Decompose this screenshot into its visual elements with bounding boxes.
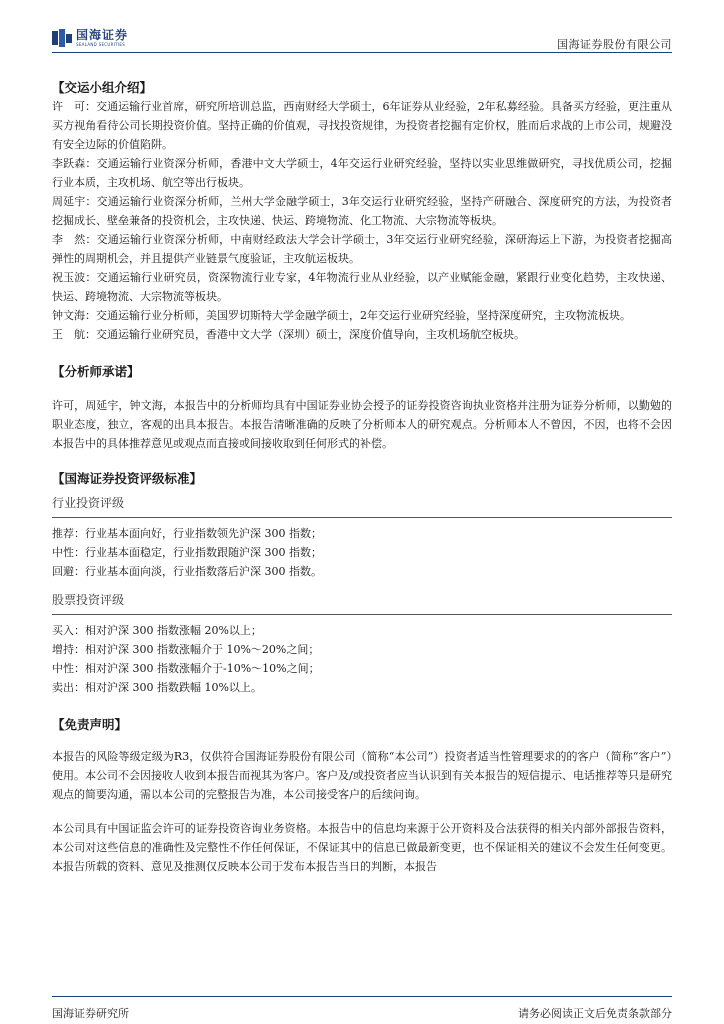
commitment-title: 【分析师承诺】 [52, 364, 140, 379]
document-body [52, 78, 672, 876]
page-footer [52, 996, 672, 1020]
industry-rating-item: 中性：行业基本面稳定，行业指数跟随沪深 300 指数； [52, 546, 322, 559]
page-header [52, 28, 672, 53]
stock-rating-item: 卖出：相对沪深 300 指数跌幅 10%以上。 [52, 681, 262, 694]
company-name: 国海证券股份有限公司 [557, 38, 672, 51]
stock-rating-title: 股票投资评级 [52, 593, 125, 607]
industry-rating-item: 回避：行业基本面向淡，行业指数落后沪深 300 指数。 [52, 565, 322, 578]
footer-source: 国海证券研究所 [52, 1007, 129, 1020]
team-title: 【交运小组介绍】 [52, 80, 153, 95]
footer-notice: 请务必阅读正文后免责条款部分 [518, 1007, 672, 1020]
team-member: 钟文海：交通运输行业分析师，美国罗切斯特大学金融学硕士，2年交运行业研究经验，坚持深度研究，主攻物流板块。 [52, 309, 631, 322]
company-logo [52, 28, 128, 48]
team-member: 周延宇：交通运输行业资深分析师，兰州大学金融学硕士，3年交运行业研究经验，坚持产研融合、深度研究的方法，为投资者挖掘成长、壁垒兼备的投资机会，主攻快递、快运、跨境物流、化工物流、大宗物流等板块。 [52, 195, 672, 227]
disclaimer-title: 【免责声明】 [52, 717, 128, 732]
team-member: 王 航：交通运输行业研究员，香港中文大学（深圳）硕士，深度价值导向，主攻机场航空板块。 [52, 328, 525, 341]
logo-cn-text: 国海证券 [76, 28, 129, 42]
stock-rating-item: 买入：相对沪深 300 指数涨幅 20%以上； [52, 624, 262, 637]
team-member: 李跃森：交通运输行业资深分析师，香港中文大学硕士，4年交运行业研究经验，坚持以实业思维做研究，寻找优质公司，挖掘行业本质，主攻机场、航空等出行板块。 [52, 157, 672, 189]
industry-rating-title: 行业投资评级 [52, 496, 125, 510]
stock-rating-item: 增持：相对沪深 300 指数涨幅介于 10%～20%之间； [52, 643, 320, 656]
industry-rating-item: 推荐：行业基本面向好，行业指数领先沪深 300 指数； [52, 527, 322, 540]
disclaimer-paragraph: 本公司具有中国证监会许可的证券投资咨询业务资格。本报告中的信息均来源于公开资料及合法获得的相关内部外部报告资料，本公司对这些信息的准确性及完整性不作任何保证，不保证其中的信息已做最新变更，也不保证相关的建议不会发生任何变更。本报告所载的资料、意见及推测仅反映本公司于发布本报告当日的判断，本报告 [52, 822, 672, 873]
divider [52, 517, 672, 518]
commitment-text: 许可，周延宇，钟文海，本报告中的分析师均具有中国证券业协会授予的证券投资咨询执业资格并注册为证券分析师，以勤勉的职业态度，独立，客观的出具本报告。本报告清晰准确的反映了分析师本人的研究观点。分析师本人不曾因，不因，也将不会因本报告中的具体推荐意见或观点而直接或间接收取到任何形式的补偿。 [52, 399, 672, 450]
rating-title: 【国海证券投资评级标准】 [52, 471, 203, 486]
team-member: 祝玉波：交通运输行业研究员，资深物流行业专家，4年物流行业从业经验，以产业赋能金融，紧跟行业变化趋势，主攻快递、快运、跨境物流、大宗物流等板块。 [52, 271, 672, 303]
disclaimer-paragraph: 本报告的风险等级定级为R3，仅供符合国海证券股份有限公司（简称“本公司”）投资者适当性管理要求的的客户（简称“客户”）使用。本公司不会因接收人收到本报告而视其为客户。客户及/或投资者应当认识到有关本报告的短信提示、电话推荐等只是研究观点的简要沟通，需以本公司的完整报告为准，本公司接受客户的后续问询。 [52, 750, 672, 801]
team-member: 许 可：交通运输行业首席，研究所培训总监，西南财经大学硕士，6年证券从业经验，2年私募经验。具备买方经验，更注重从买方视角看待公司长期投资价值。坚持正确的价值观，寻找投资规律，为投资者挖掘有定价权，胜而后求战的上市公司，规避没有安全边际的价值陷阱。 [52, 100, 672, 151]
divider [52, 614, 672, 615]
stock-rating-item: 中性：相对沪深 300 指数涨幅介于-10%～10%之间； [52, 662, 320, 675]
logo-en-text: SEALAND SECURITIES [76, 42, 126, 47]
team-member: 李 然：交通运输行业资深分析师，中南财经政法大学会计学硕士，3年交运行业研究经验，深研海运上下游，为投资者挖掘高弹性的周期机会，并且提供产业链景气度验证，主攻航运板块。 [52, 233, 672, 265]
logo-icon [52, 29, 72, 47]
